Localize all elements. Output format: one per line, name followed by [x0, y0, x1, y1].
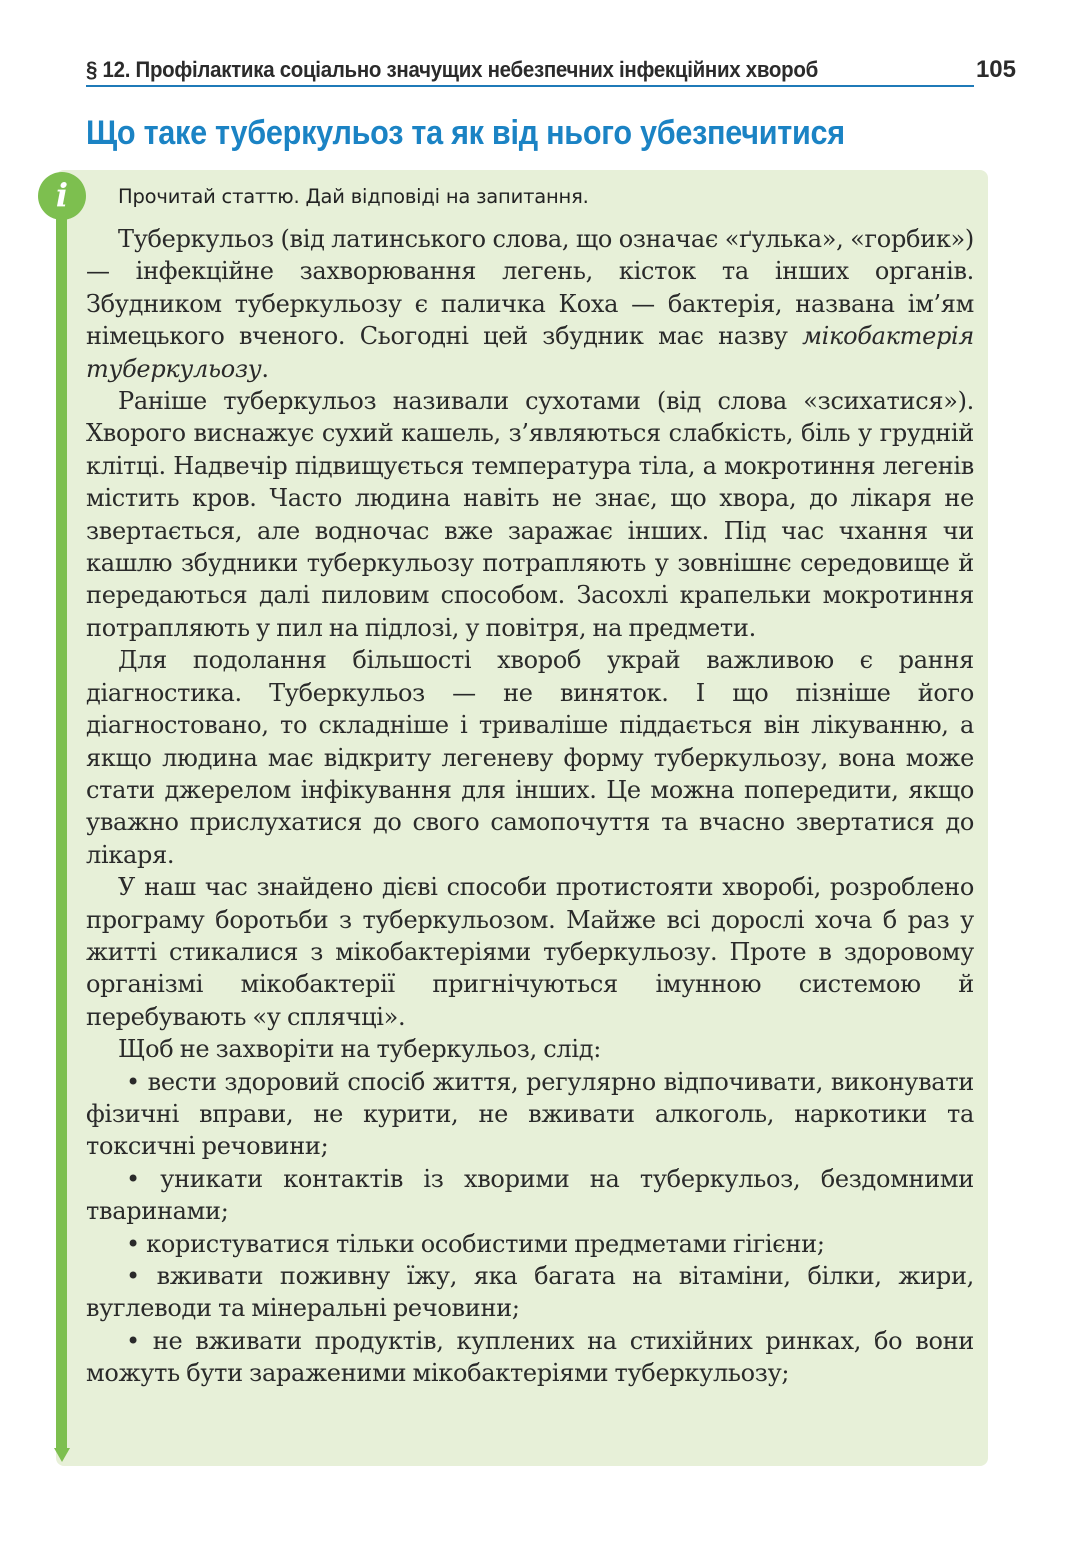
- section-heading: Що таке туберкульоз та як від нього убезпечитися: [86, 114, 845, 152]
- list-item: • вживати поживну їжу, яка багата на вітаміни, білки, жири, вуглеводи та мінеральні речовини;: [86, 1262, 974, 1323]
- header-rule: [86, 85, 974, 87]
- article-body: [86, 223, 974, 1390]
- down-arrow-icon: [54, 1448, 70, 1462]
- info-icon: i: [38, 172, 86, 220]
- paragraph-prevention: У наш час знайдено дієві способи протистояти хворобі, розроблено програму боротьби з туберкульозом. Майже всі дорослі хоча б раз у житті стикалися з мікобактеріями туберкульозу. Проте в здоровому організмі мікобактерії пригнічуються імунною системою й перебувають «у сплячці».: [86, 873, 974, 1031]
- list-item: • уникати контактів із хворими на туберкульоз, бездомними тваринами;: [86, 1164, 974, 1226]
- italic-term: мікобактерія туберкульозу: [86, 322, 974, 383]
- paragraph-diagnostics: Для подолання більшості хвороб украй важливою є рання діагностика. Туберкульоз — не виняток. І що пізніше його діагностовано, то складніше і триваліше піддається він лікуванню, а якщо людина має відкриту легеневу форму туберкульозу, вона може стати джерелом інфікування для інших. Це можна попередити, якщо уважно прислухатися до свого самопочуття та вчасно звертатися до лікаря.: [86, 646, 974, 869]
- running-header: [86, 52, 1016, 92]
- list-intro: Щоб не захворіти на туберкульоз, слід:: [118, 1035, 601, 1064]
- task-instruction: Прочитай статтю. Дай відповіді на запитання.: [118, 185, 589, 208]
- paragraph-text: Туберкульоз (від латинського слова, що означає «ґулька», «горбик») — інфекційне захворювання легень, кісток та інших органів. Збудником туберкульозу є паличка Коха — бактерія, названа ім’ям німецького вченого. Сьогодні цей збудник має назву: [86, 225, 974, 351]
- page-number: 105: [975, 56, 1016, 83]
- list-item: • не вживати продуктів, куплених на стихійних ринках, бо вони можуть бути зараженими мікобактеріями туберкульозу;: [86, 1326, 974, 1388]
- list-item: • користуватися тільки особистими предметами гігієни;: [126, 1229, 825, 1258]
- info-box-side-bar: [56, 190, 67, 1450]
- list-item: • вести здоровий спосіб життя, регулярно відпочивати, виконувати фізичні вправи, не курити, не вживати алкоголь, наркотики та токсичні речовини;: [86, 1067, 974, 1161]
- paragraph-end: .: [261, 354, 269, 383]
- paragraph-definition: [86, 223, 974, 385]
- paragraph-symptoms: Раніше туберкульоз називали сухотами (від слова «зсихатися»). Хворого виснажує сухий кашель, з’являються слабкість, біль у грудній клітці. Надвечір підвищується температура тіла, а мокротиння легенів містить кров. Часто людина навіть не знає, що хвора, до лікаря не звертається, але водночас вже заражає інших. Під час чхання чи кашлю збудники туберкульозу потрапляють у зовнішнє середовище й передаються далі пиловим способом. Засохлі крапельки мокротиння потрапляють у пил на підлозі, у повітря, на предмети.: [86, 387, 974, 642]
- running-title: § 12. Профілактика соціально значущих небезпечних інфекційних хвороб: [86, 57, 818, 82]
